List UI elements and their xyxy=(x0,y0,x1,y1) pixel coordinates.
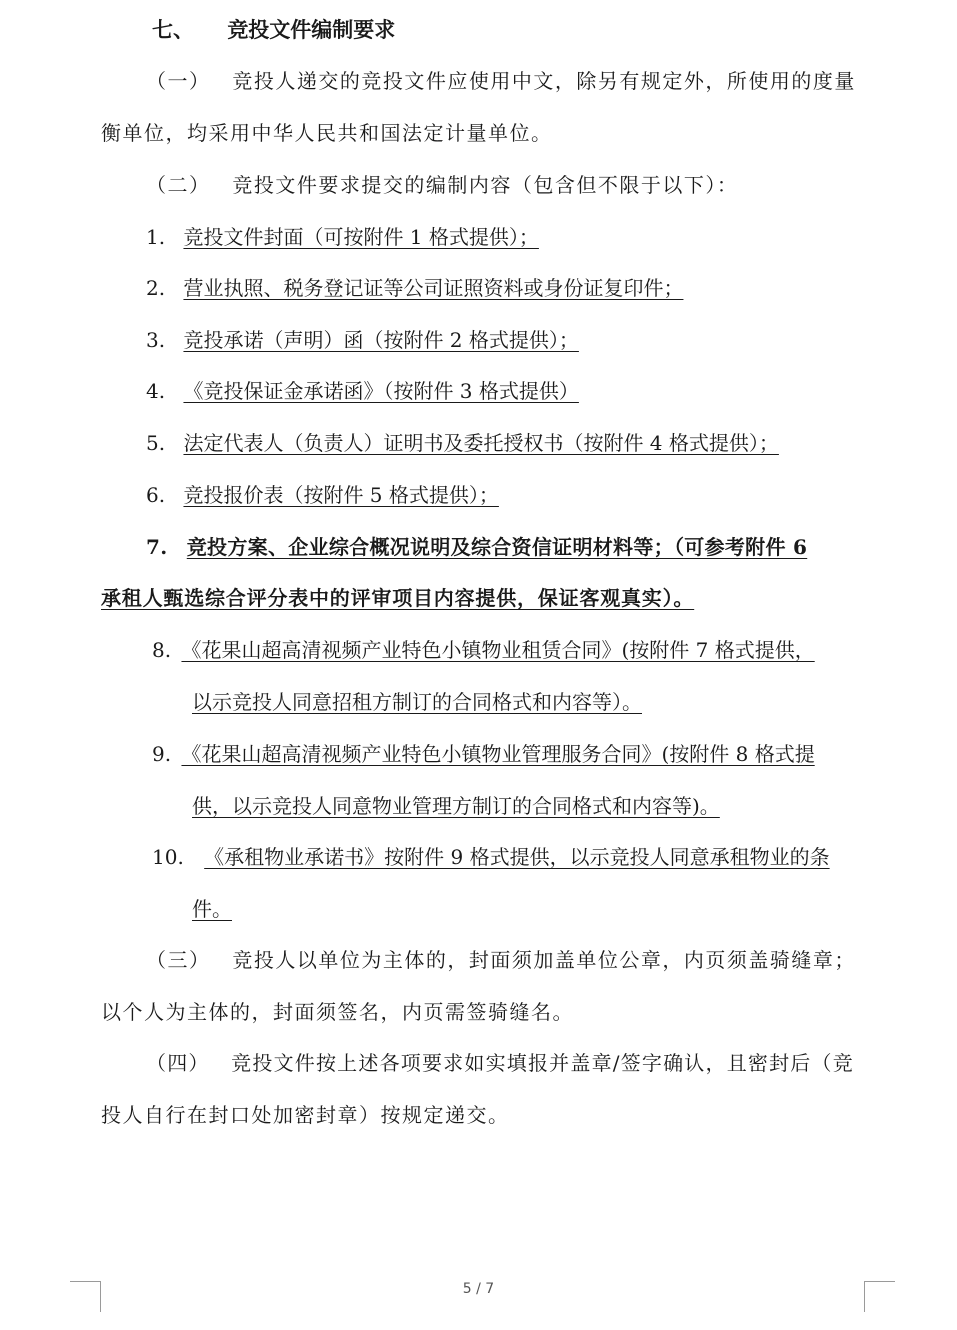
paragraph-2-text: 竞投文件要求提交的编制内容（包含但不限于以下）： xyxy=(232,173,739,197)
list-item-8-line-1 xyxy=(152,636,815,664)
paragraph-3-label: （三） xyxy=(146,948,211,972)
list-item-7-line-2: 承租人甄选综合评分表中的评审项目内容提供，保证客观真实）。 xyxy=(101,586,695,610)
list-item-10-line-1 xyxy=(152,843,830,871)
paragraph-3-text-1: 竞投人以单位为主体的，封面须加盖单位公章，内页须盖骑缝章； xyxy=(232,948,856,972)
list-item-2 xyxy=(146,274,683,302)
list-item-7-line-1 xyxy=(146,533,807,561)
list-item-number: 9. xyxy=(152,742,172,766)
list-item-number: 7. xyxy=(146,535,168,559)
page-number: 5 / 7 xyxy=(462,1281,495,1297)
list-item-number: 5. xyxy=(146,431,166,455)
list-item-10-line-2: 件。 xyxy=(192,897,232,921)
paragraph-2-label: （二） xyxy=(146,173,211,197)
list-item-text: 竞投文件封面（可按附件 1 格式提供）； xyxy=(183,225,539,249)
list-item-number: 4. xyxy=(146,379,166,403)
paragraph-4-line-2: 投人自行在封口处加密封章）按规定递交。 xyxy=(101,1103,510,1127)
section-title: 竞投文件编制要求 xyxy=(227,18,396,42)
section-heading xyxy=(152,16,395,44)
paragraph-2 xyxy=(146,171,738,199)
list-item-text: 营业执照、税务登记证等公司证照资料或身份证复印件； xyxy=(183,276,684,300)
paragraph-1-line-1 xyxy=(146,67,856,95)
paragraph-1-text-1: 竞投人递交的竞投文件应使用中文，除另有规定外，所使用的度量 xyxy=(232,69,856,93)
list-item-text: 《承租物业承诺书》按附件 9 格式提供，以示竞投人同意承租物业的条 xyxy=(204,845,830,869)
paragraph-1-line-2: 衡单位，均采用中华人民共和国法定计量单位。 xyxy=(101,121,553,145)
paragraph-4-text-1: 竞投文件按上述各项要求如实填报并盖章/签字确认，且密封后（竞 xyxy=(231,1051,854,1075)
list-item-text: 《竞投保证金承诺函》（按附件 3 格式提供） xyxy=(183,379,579,403)
list-item-number: 1. xyxy=(146,225,166,249)
list-item-text: 法定代表人（负责人）证明书及委托授权书（按附件 4 格式提供）； xyxy=(183,431,779,455)
list-item-text: 《花果山超高清视频产业特色小镇物业租赁合同》(按附件 7 格式提供， xyxy=(181,638,815,662)
list-item-8-line-2: 以示竞投人同意招租方制订的合同格式和内容等）。 xyxy=(192,690,642,714)
list-item-number: 10. xyxy=(152,845,184,869)
list-item-text: 竞投方案、企业综合概况说明及综合资信证明材料等；（可参考附件 6 xyxy=(186,535,808,559)
list-item-text: 竞投承诺（声明）函（按附件 2 格式提供）； xyxy=(183,328,579,352)
list-item-9-line-1 xyxy=(152,740,815,768)
list-item-3 xyxy=(146,326,579,354)
paragraph-3-line-1 xyxy=(146,946,856,974)
section-number: 七、 xyxy=(152,18,194,42)
list-item-9-line-2: 供，以示竞投人同意物业管理方制订的合同格式和内容等)。 xyxy=(192,794,720,818)
list-item-number: 3. xyxy=(146,328,166,352)
list-item-5 xyxy=(146,429,779,457)
list-item-text: 竞投报价表（按附件 5 格式提供）； xyxy=(183,483,499,507)
list-item-number: 2. xyxy=(146,276,166,300)
paragraph-4-label: （四） xyxy=(146,1051,210,1075)
list-item-number: 6. xyxy=(146,483,166,507)
list-item-1 xyxy=(146,223,539,251)
list-item-4 xyxy=(146,377,579,405)
paragraph-1-label: （一） xyxy=(146,69,211,93)
list-item-text: 《花果山超高清视频产业特色小镇物业管理服务合同》(按附件 8 格式提 xyxy=(181,742,815,766)
paragraph-4-line-1 xyxy=(146,1049,854,1077)
list-item-6 xyxy=(146,481,499,509)
list-item-number: 8. xyxy=(152,638,172,662)
paragraph-3-line-2: 以个人为主体的，封面须签名，内页需签骑缝名。 xyxy=(101,1000,574,1024)
